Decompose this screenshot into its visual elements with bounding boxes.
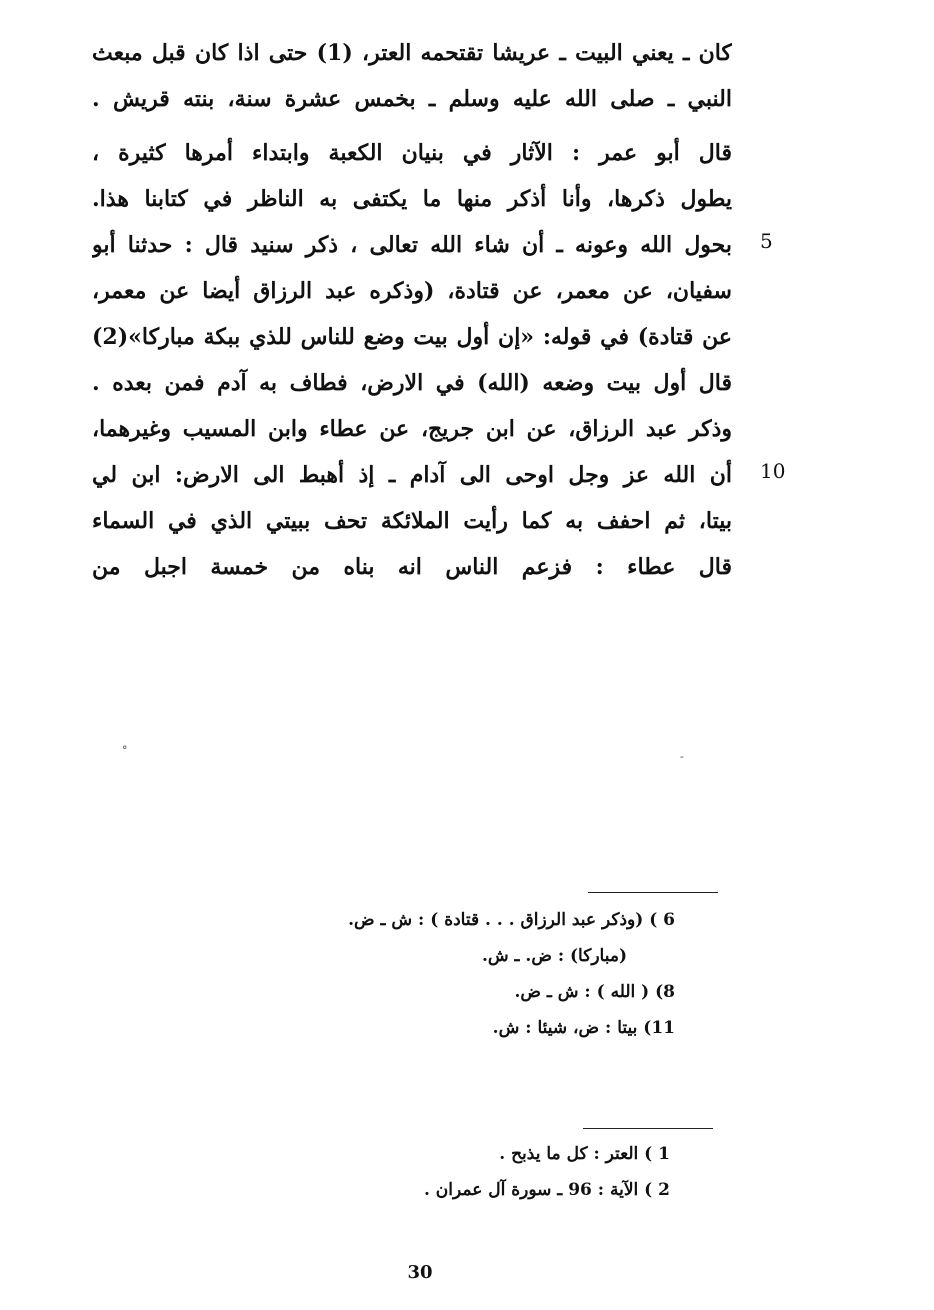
variant-note: 6 ) (وذكر عبد الرزاق . . . قتادة ) : ش ـ ض. <box>348 910 675 930</box>
text-line: قال عطاء : فزعم الناس انه بناه من خمسة اجبل من <box>92 554 732 580</box>
text-line: سفيان، عن معمر، عن قتادة، (وذكره عبد الرزاق أيضا عن معمر، <box>92 278 732 304</box>
text-line: أن الله عز وجل اوحى الى آدام ـ إذ أهبط الى الارض: ابن لي <box>92 462 732 488</box>
text-line: قال أبو عمر : الآثار في بنيان الكعبة وابتداء أمرها كثيرة ، <box>92 140 732 166</box>
text-line: وذكر عبد الرزاق، عن ابن جريج، عن عطاء وابن المسيب وغيرهما، <box>92 416 732 442</box>
text-line: بيتا، ثم احفف به كما رأيت الملائكة تحف ببيتي الذي في السماء <box>92 508 732 534</box>
footnote: 1 ) العتر : كل ما يذبح . <box>499 1144 670 1164</box>
variant-notes <box>240 902 675 1046</box>
page-number: 30 <box>407 1262 433 1283</box>
scan-speck: ° <box>122 744 128 757</box>
footnotes <box>330 1136 670 1208</box>
apparatus-rule <box>588 892 718 893</box>
text-line: كان ـ يعني البيت ـ عريشا تقتحمه العتر، (1) حتى اذا كان قبل مبعث <box>92 40 732 66</box>
line-number-10: 10 <box>760 459 786 483</box>
variant-note: 8) ( الله ) : ش ـ ض. <box>514 982 675 1002</box>
text-line: عن قتادة) في قوله: «إن أول بيت وضع للناس للذي ببكة مباركا»(2) <box>92 324 732 350</box>
variant-note: (مباركا) : ض. ـ ش. <box>481 946 627 966</box>
scan-speck: - <box>680 750 684 763</box>
main-text <box>92 30 732 590</box>
text-line: يطول ذكرها، وأنا أذكر منها ما يكتفى به الناظر في كتابنا هذا. <box>92 186 732 212</box>
text-line: النبي ـ صلى الله عليه وسلم ـ بخمس عشرة سنة، بنته قريش . <box>92 86 732 112</box>
text-line: بحول الله وعونه ـ أن شاء الله تعالى ، ذكر سنيد قال : حدثنا أبو <box>92 232 732 258</box>
text-line: قال أول بيت وضعه (الله) في الارض، فطاف به آدم فمن بعده . <box>92 370 732 396</box>
line-number-5: 5 <box>760 229 773 253</box>
variant-note: 11) بيتا : ض، شيئا : ش. <box>492 1018 675 1038</box>
footnote-rule <box>583 1128 713 1129</box>
footnote: 2 ) الآية : 96 ـ سورة آل عمران . <box>423 1180 670 1200</box>
